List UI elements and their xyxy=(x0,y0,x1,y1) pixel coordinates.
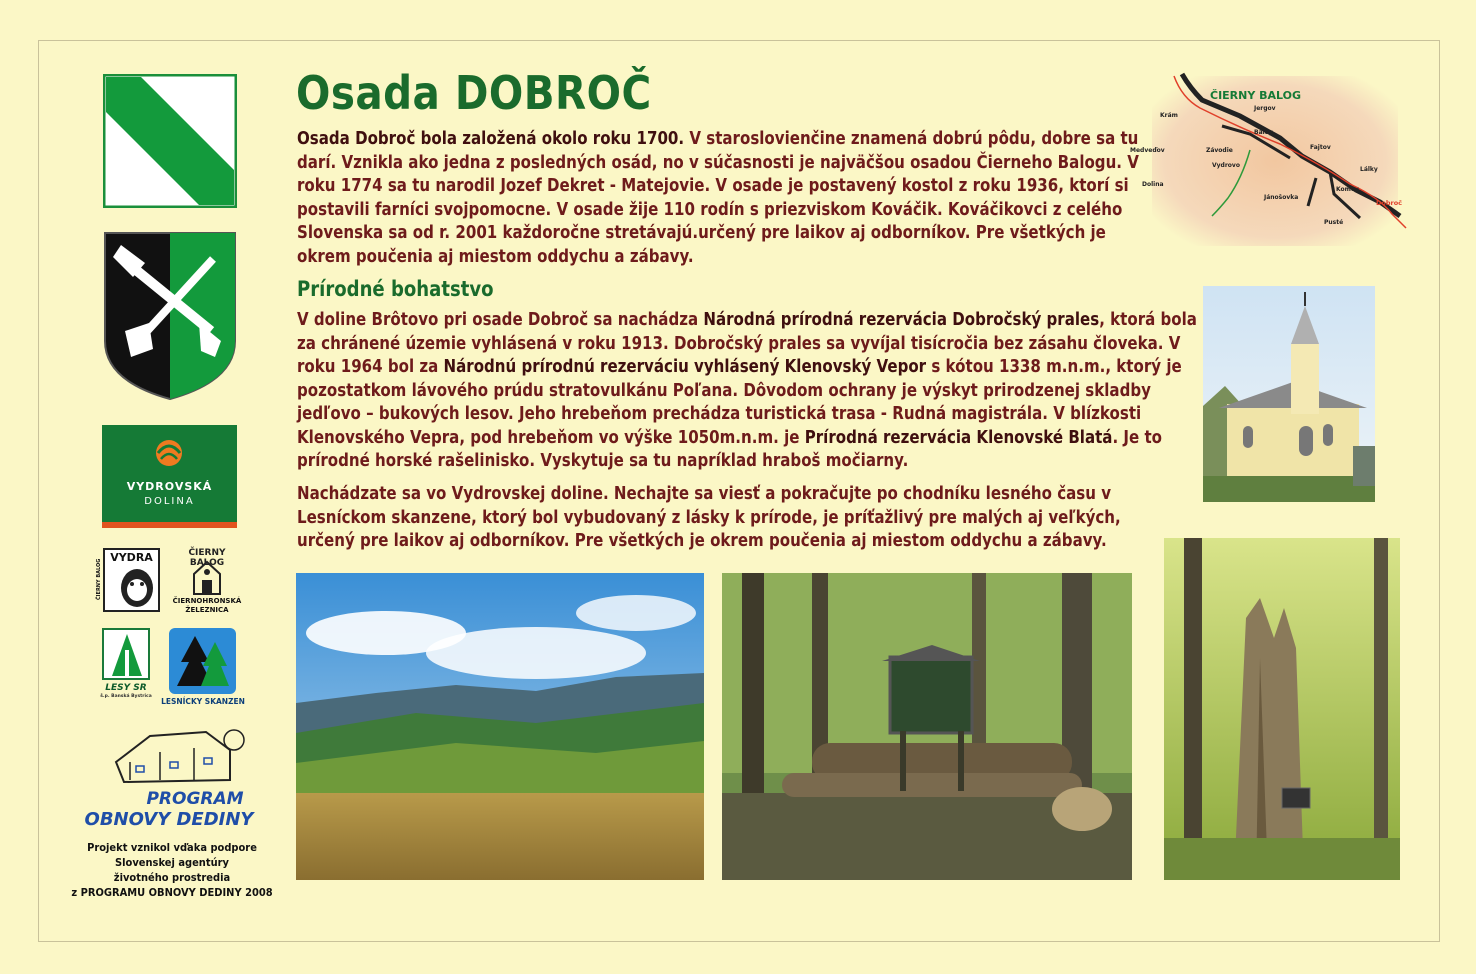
village-sketch-icon xyxy=(110,722,250,788)
locality-map xyxy=(1130,68,1430,258)
vydrovska-label: VYDROVSKÁ xyxy=(126,480,213,493)
coat-of-arms-shield xyxy=(103,231,237,401)
lesy-sr-label: LESY SR xyxy=(105,683,147,693)
credit-line-4: z PROGRAMU OBNOVY DEDINY 2008 xyxy=(71,886,273,899)
map-place-puste: Pusté xyxy=(1324,219,1344,226)
vydrovska-dolina-logo xyxy=(102,425,237,528)
nature-bold-3: Prírodná rezervácia Klenovské Blatá xyxy=(804,427,1113,448)
map-place-dobroc: Dobroč xyxy=(1376,199,1403,207)
landscape-photo xyxy=(296,573,704,880)
nature-bold-2: Národnú prírodnú rezerváciu vyhlásený Klenovský Vepor xyxy=(443,357,927,377)
intro-lead: Osada Dobroč bola založená okolo roku 1700. xyxy=(297,129,685,149)
lesnicky-skanzen-logo xyxy=(169,628,236,694)
dolina-label: DOLINA xyxy=(144,496,195,507)
funding-credit xyxy=(69,840,274,900)
vydra-logo xyxy=(103,548,160,612)
vydra-label: VYDRA xyxy=(110,551,153,564)
church-emblem-icon xyxy=(190,560,224,596)
nature-text-3: s kótou 1338 m.n.m., ktorý je pozostatkom lávového prúdu stratovulkánu Poľana. Dôvodom ochrany je výskyt prirodzenej skladby jedľovo – bukových lesov. Jeho hrebeňom prechádza turistická trasa - Rudná magistrála. V blízkosti Klenovského Vepra, pod hrebeňom vo výške 1050m.n.m. je xyxy=(297,357,1182,448)
page-title: Osada DOBROČ xyxy=(296,66,652,120)
map-place-medvedov: Medveďov xyxy=(1130,147,1165,154)
program-label-line2: OBNOVY DEDINY xyxy=(84,809,254,830)
map-place-dolina: Dolina xyxy=(1142,181,1164,188)
otter-icon xyxy=(150,435,188,471)
vydra-side-text: ČIERNY BALOG xyxy=(96,558,102,600)
map-place-balog: Balog xyxy=(1254,129,1274,136)
skanzen-label: LESNÍCKY SKANZEN xyxy=(161,697,245,706)
forest-sign-photo xyxy=(722,573,1132,880)
credit-line-2: Slovenskej agentúry xyxy=(115,856,229,869)
map-place-zavodie: Závodie xyxy=(1206,147,1233,154)
chz-line2: ŽELEZNICA xyxy=(185,606,229,614)
intro-paragraph xyxy=(297,128,1157,269)
old-tree-photo xyxy=(1164,538,1400,880)
credit-line-1: Projekt vznikol vďaka podpore xyxy=(87,841,257,854)
nature-bold-1: Národná prírodná rezervácia Dobročský prales xyxy=(703,310,1100,330)
closing-paragraph: Nachádzate sa vo Vydrovskej doline. Nechajte sa viesť a pokračujte po chodníku lesného času v Lesníckom skanzene, ktorý bol vybudovaný z lásky k prírode, je príťažlivý pre malých aj veľkých, určený pre laikov aj odborníkov. Pre všetkých je okrem poučenia aj miestom oddychu a zábavy. xyxy=(297,484,1121,551)
map-place-vydrovo: Vydrovo xyxy=(1212,162,1240,169)
cierny-balog-arc-text: ČIERNY BALOG xyxy=(188,548,226,568)
lesy-sr-logo xyxy=(102,628,150,680)
credit-line-3: životného prostredia xyxy=(113,871,231,884)
program-label-line1: PROGRAM xyxy=(146,789,244,809)
section-heading: Prírodné bohatstvo xyxy=(297,277,494,301)
chz-line1: ČIERNOHRONSKÁ xyxy=(172,597,242,605)
tree-icon xyxy=(110,632,144,678)
map-place-fajtov: Fajtov xyxy=(1310,144,1331,151)
intro-body: V staroslovienčine znamená dobrú pôdu, dobre sa tu darí. Vznikla ako jedna z posledných osád, no v súčasnosti je najväčšou osadou Čierneho Balogu. V roku 1774 sa tu narodil Jozef Dekret - Matejovie. V osade je postavený kostol z roku 1936, ktorí si postavili farníci svojpomocne. V osade žije 110 rodín s priezviskom Kováčik. Kováčikovci z celého Slovenska sa od r. 2001 každoročne stretávajú.určený pre laikov aj odborníkov. Pre všetkých je okrem poučenia aj miestom oddychu a zábavy. xyxy=(297,129,1139,267)
ciernohronska-zeleznica-logo xyxy=(172,548,242,616)
map-title: ČIERNY BALOG xyxy=(1210,89,1302,102)
map-place-lalky: Lálky xyxy=(1360,166,1378,173)
nature-text-1: V doline Brôtovo pri osade Dobroč sa nachádza xyxy=(297,310,704,330)
nature-text-2: , ktorá bola za chránené územie vyhlásená v roku 1913. Dobročský prales sa vyvíjal tisícročia bez zásahu človeka. V roku 1964 bol za xyxy=(297,310,1197,377)
nature-text-4: . Je to prírodné horské rašelinisko. Vyskytuje sa tu napríklad hraboš močiarny. xyxy=(297,427,1163,471)
lesy-sr-sub: š.p. Banská Bystrica xyxy=(100,694,152,699)
fir-trees-icon xyxy=(175,632,231,690)
nature-paragraph xyxy=(297,309,1200,474)
coat-of-arms-flag xyxy=(103,74,237,208)
map-place-jergov: Jergov xyxy=(1254,105,1276,112)
otter-face-icon xyxy=(115,566,155,610)
map-place-komov: Komov xyxy=(1336,186,1359,193)
map-place-kram: Krám xyxy=(1160,112,1178,119)
map-place-janosovka: Jánošovka xyxy=(1264,194,1299,201)
church-photo xyxy=(1203,286,1375,502)
